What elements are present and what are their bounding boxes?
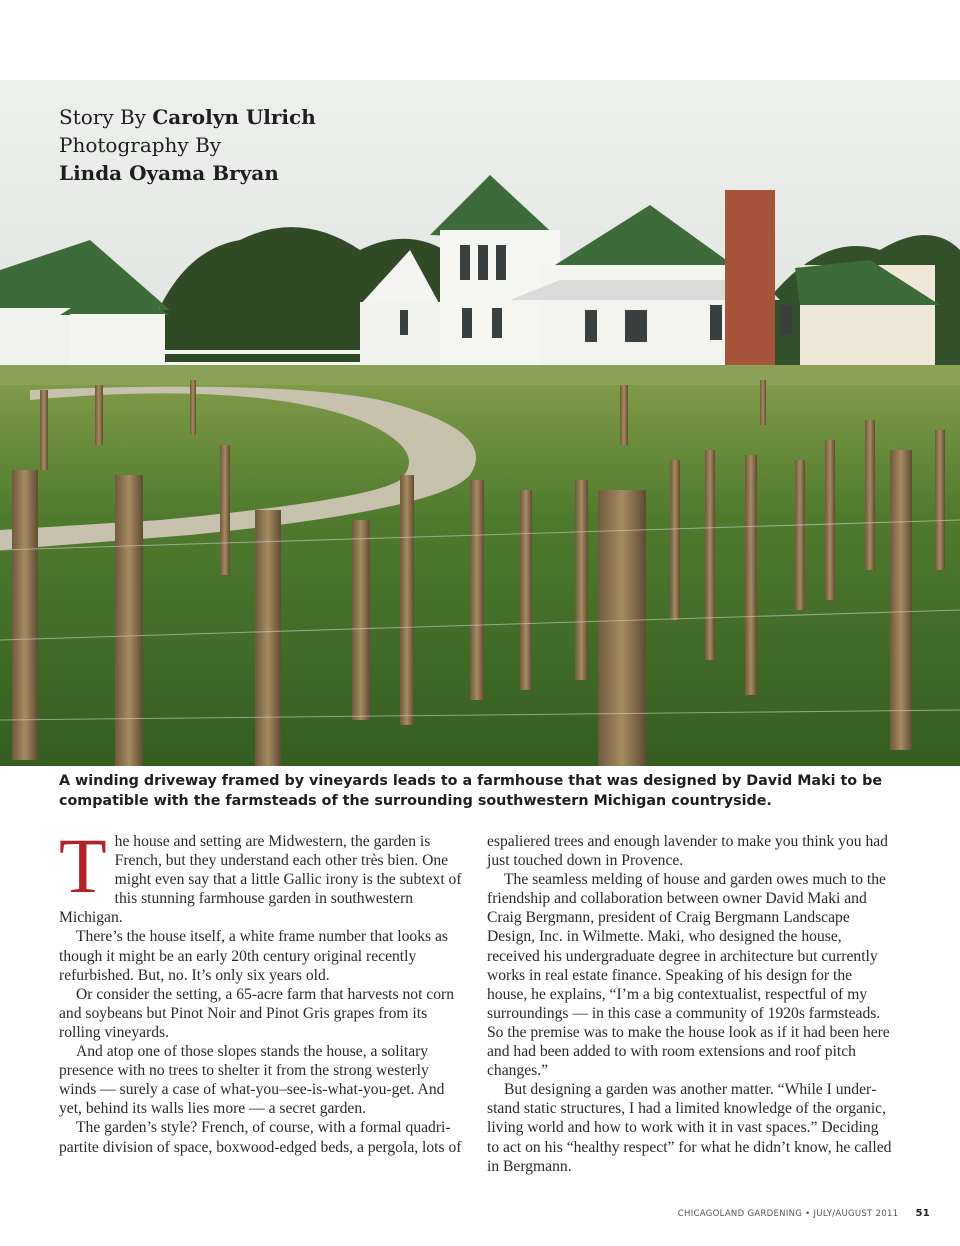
article-paragraph-text: he house and setting are Midwestern, the garden is French, but they understand each other très bien. One might even say that a little Gallic irony is the subtext of this stunning farmhouse garden in southwestern Michigan. bbox=[59, 833, 462, 927]
article-paragraph: There’s the house itself, a white frame number that looks as though it might be an early 20th century original recently refurbished. But, no. It’s only six years old. bbox=[59, 928, 448, 984]
story-label: Story By bbox=[59, 105, 146, 129]
publication-name: CHICAGOLAND GARDENING • JULY/AUGUST 2011 bbox=[677, 1209, 899, 1219]
article-column-right bbox=[487, 832, 893, 1176]
photographer-name: Linda Oyama Bryan bbox=[59, 161, 279, 185]
story-credit bbox=[59, 103, 316, 131]
article-paragraph: But designing a garden was another matter. “While I understand static structures, I had a limited knowledge of the organic, living world and how to work with it in vast spaces.” Deciding to act on his “healthy respect” for what he didn’t know, he called in Bergmann. bbox=[487, 1081, 892, 1175]
article-paragraph bbox=[59, 822, 465, 927]
page-footer bbox=[678, 1208, 930, 1219]
photo-label: Photography By bbox=[59, 133, 222, 157]
article-paragraph: Or consider the setting, a 65-acre farm that harvests not corn and soybeans but Pinot Noir and Pinot Gris grapes from its rolling vineyards. bbox=[59, 985, 455, 1041]
photo-caption: A winding driveway framed by vineyards leads to a farmhouse that was designed by David Maki to be compatible with the farmsteads of the surrounding southwestern Michigan countryside. bbox=[59, 773, 883, 809]
page-number: 51 bbox=[915, 1208, 930, 1219]
article-paragraph: espaliered trees and enough lavender to make you think you had just touched down in Provence. bbox=[487, 833, 888, 870]
dropcap: T bbox=[59, 822, 107, 909]
article-column-left bbox=[59, 822, 465, 1157]
article-paragraph: The seamless melding of house and garden owes much to the friendship and collaboration between owner David Maki and Craig Bergmann, president of Craig Bergmann Landscape Design, Inc. in Wilmette. Maki, who designed the house, received his undergraduate degree in architecture but currently works in real estate finance. Speaking of his design for the house, he explains, “I’m a big contextualist, respectful of my surroundings — in this case a community of 1920s farmsteads. So the premise was to make the house look as if it had been here and had been added to with room extensions and roof pitch changes.” bbox=[487, 871, 890, 1080]
article-paragraph: And atop one of those slopes stands the house, a solitary presence with no trees to shelter it from the strong westerly winds — surely a case of what-you–see-is-what-you-get. And yet, behind its walls lies more — a secret garden. bbox=[59, 1043, 445, 1118]
article-paragraph: The garden’s style? French, of course, with a formal quadripartite division of space, boxwood-edged beds, a pergola, lots of bbox=[59, 1119, 462, 1156]
byline bbox=[59, 103, 316, 187]
author-name: Carolyn Ulrich bbox=[152, 105, 316, 129]
